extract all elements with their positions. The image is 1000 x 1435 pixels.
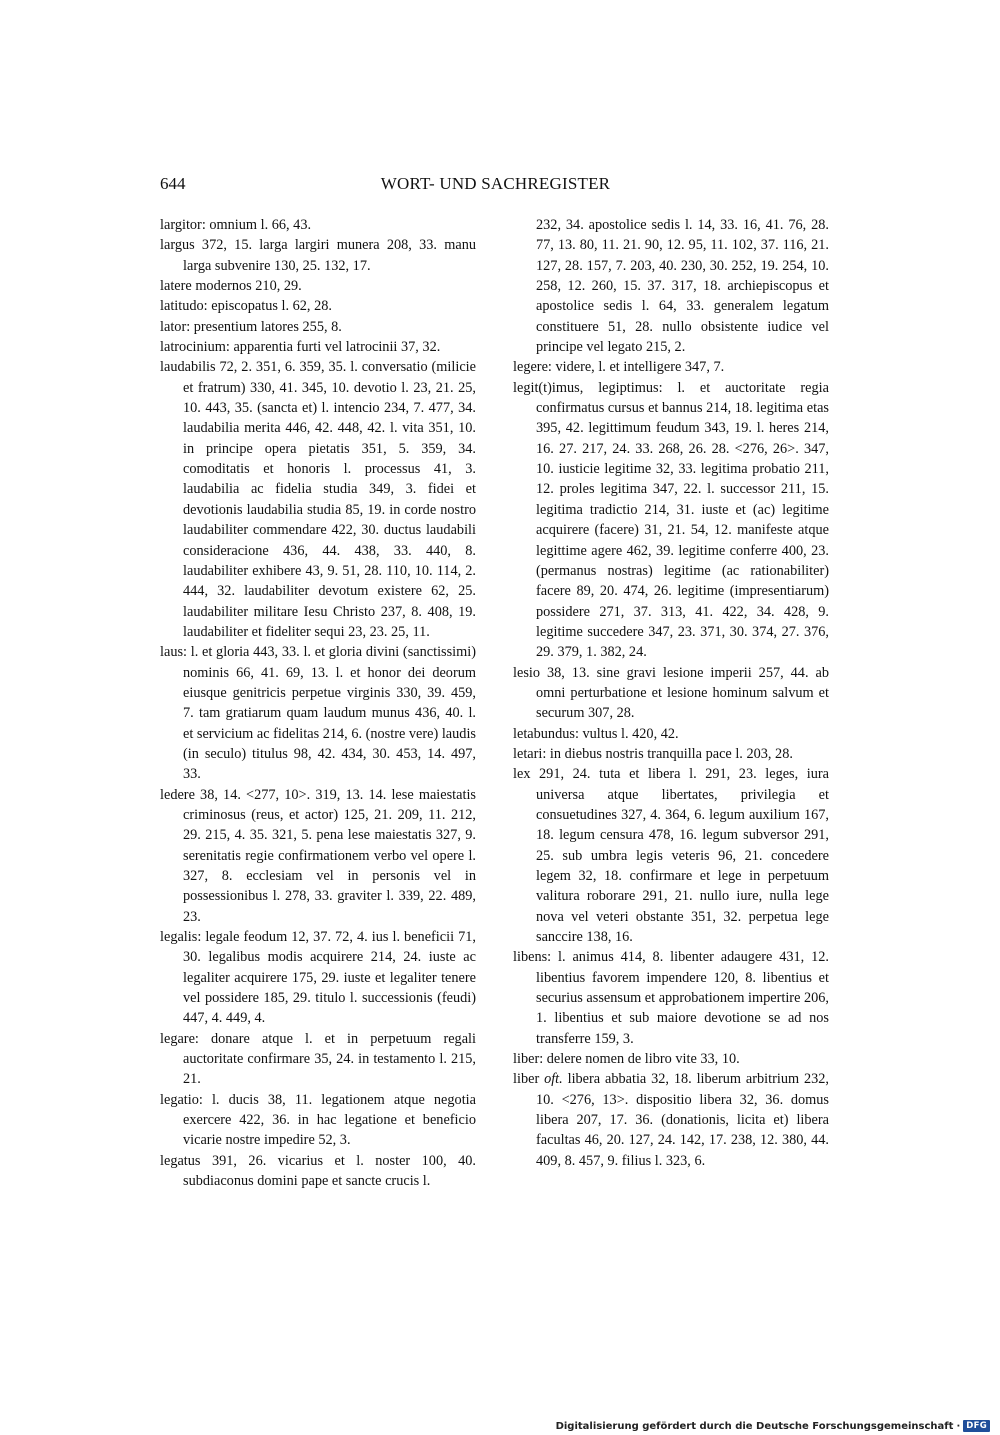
index-entry: liber oft. libera abbatia 32, 18. liberum arbitrium 232, 10. <276, 13>. dispositio libera 32, 36. domus libera 207, 17. 36. (donationis, licita et) libera facultas 46, 20. 127, 24. 142, 17. 238, 12. 380, 44. 409, 8. 457, 9. filius l. 323, 6. bbox=[513, 1071, 829, 1169]
index-entry: legare: donare atque l. et in perpetuum regali auctoritate confirmare 35, 24. in testamento l. 215, 21. bbox=[160, 1030, 476, 1088]
funding-footer bbox=[556, 1418, 990, 1434]
index-entry: latere modernos 210, 29. bbox=[160, 278, 302, 295]
index-entry-continued: 232, 34. apostolice sedis l. 14, 33. 16, 41. 76, 28. 77, 13. 80, 11. 21. 90, 12. 95, 11. 102, 37. 116, 21. 127, 28. 157, 7. 203, 40. 230, 30. 252, 19. 254, 10. 258, 12. 260, 15. 37. 317, 18. archiepiscopus et apostolice sedis l. 64, 33. generalem legatum constituere 51, 28. nullo obsistente iudice vel principe vel legato 215, 2. bbox=[536, 217, 829, 356]
index-entry: legatio: l. ducis 38, 11. legationem atque negotia exercere 422, 36. in hac legatione et beneficio vicarie nostre impedire 52, 3. bbox=[160, 1091, 476, 1149]
index-entry: largus 372, 15. larga largiri munera 208, 33. manu larga subvenire 130, 25. 132, 17. bbox=[160, 237, 476, 274]
dfg-logo-icon: DFG bbox=[963, 1420, 990, 1432]
funding-text: Digitalisierung gefördert durch die Deutsche Forschungsgemeinschaft bbox=[555, 1420, 954, 1432]
abbreviation-oft: oft. bbox=[544, 1071, 563, 1088]
index-entry: lesio 38, 13. sine gravi lesione imperii 257, 44. ab omni perturbatione et lesione hominum salvum et securum 307, 28. bbox=[513, 664, 829, 722]
index-entry: legatus 391, 26. vicarius et l. noster 100, 40. subdiaconus domini pape et sancte crucis l. bbox=[160, 1152, 476, 1190]
index-entry: legalis: legale feodum 12, 37. 72, 4. ius l. beneficii 71, 30. legalibus modis acquirere 214, 24. iuste ac legaliter acquirere 175, 29. iuste et legaliter tenere vel possidere 185, 29. titulo l. successionis (feudi) 447, 4. 449, 4. bbox=[160, 929, 476, 1027]
index-entry: lator: presentium latores 255, 8. bbox=[160, 318, 342, 335]
index-entry: laudabilis 72, 2. 351, 6. 359, 35. l. conversatio (milicie et fratrum) 330, 41. 345, 10. devotio l. 23, 21. 25, 10. 443, 35. (sancta et) l. intencio 234, 7. 477, 34. laudabilia merita 446, 42. 448, 42. l. vita 351, 10. in principe opera pietatis 351, 5. 359, 34. comoditatis et honoris l. processus 41, 3. laudabilia ac fidelia studia 349, 3. fidei et devotionis laudabilia studia 85, 19. in corde nostro laudabiliter commendare 422, 30. ductus laudabili consideracione 436, 44. 438, 33. 440, 8. laudabiliter exhibere 43, 9. 51, 28. 110, 10. 114, 2. 444, 32. laudabiliter devotum existere 62, 25. laudabiliter militare Iesu Christo 237, 8. 408, 19. laudabiliter et fideliter sequi 23, 23. 25, 11. bbox=[160, 359, 476, 640]
index-entry: latitudo: episcopatus l. 62, 28. bbox=[160, 298, 332, 315]
page-title: WORT- UND SACHREGISTER bbox=[380, 174, 611, 193]
index-column-left bbox=[160, 215, 476, 1192]
index-entry: laus: l. et gloria 443, 33. l. et gloria divini (sanctissimi) nominis 66, 41. 69, 13. l. et honor dei deorum eiusque genitricis perpetue virginis 330, 39. 459, 7. tam gratiarum quam laudum munus 436, 40. l. et servicium ac fidelitas 214, 6. (nostre vere) laudis (in seculo) titulus 98, 42. 434, 30. 453, 14. 497, 33. bbox=[160, 644, 476, 783]
separator-dot: · bbox=[956, 1420, 961, 1432]
running-header bbox=[160, 174, 831, 198]
index-entry: libens: l. animus 414, 8. libenter adaugere 431, 12. libentius favorem impendere 120, 8. libentius et securius assensum et approbationem impertire 206, 1. libentius et sub maiore devotione se ad nos transferre 159, 3. bbox=[513, 949, 830, 1047]
index-column-right bbox=[513, 215, 829, 1171]
index-entry: ledere 38, 14. <277, 10>. 319, 13. 14. lese maiestatis criminosus (reus, et actor) 125, 21. 209, 11. 212, 29. 215, 4. 35. 321, 5. pena lese maiestatis 327, 9. serenitatis regie confirmationem verbo vel opere l. 327, 8. ecclesiam vel in personis vel in possessionibus l. 278, 33. graviter l. 339, 22. 489, 23. bbox=[160, 786, 476, 925]
index-entry: letari: in diebus nostris tranquilla pace l. 203, 28. bbox=[513, 745, 793, 762]
index-entry: latrocinium: apparentia furti vel latrocinii 37, 32. bbox=[160, 339, 441, 356]
index-entry: letabundus: vultus l. 420, 42. bbox=[513, 725, 679, 742]
index-entry: liber: delere nomen de libro vite 33, 10. bbox=[513, 1051, 740, 1068]
index-entry: legere: videre, l. et intelligere 347, 7. bbox=[513, 359, 725, 376]
index-entry: lex 291, 24. tuta et libera l. 291, 23. leges, iura universa atque libertates, privilegia et consuetudines 327, 4. 364, 6. legum auxilium 167, 18. legum censura 478, 16. legum subversor 291, 25. sub umbra legis veteris 96, 21. concedere legem 32, 18. confirmare et lege in perpetuum valitura roborare 291, 21. nullo iure, nulla lege nova vel veteri obstante 351, 32. perpetua lege sanccire 138, 16. bbox=[513, 766, 829, 946]
index-entry: legit(t)imus, legiptimus: l. et auctoritate regia confirmatus cursus et bannus 214, 18. legitima etas 395, 42. legittimum feudum 343, 19. l. heres 214, 16. 27. 217, 24. 33. 268, 26. 28. <276, 26>. 347, 10. iusticie legitime 32, 33. legitima probatio 211, 12. proles legitima 347, 22. l. successor 211, 15. legitima tradictio 214, 31. iuste et (ac) legitime acquirere (facere) 31, 21. 54, 12. manifeste atque legittime agere 462, 39. legitime conferre 400, 23. (permanus nostras) legitime (ac rationabiliter) facere 89, 20. 474, 26. legitime (impresentiarum) possidere 271, 37. 313, 41. 422, 34. 428, 9. legitime succedere 347, 23. 371, 30. 374, 27. 376, 29. 379, 1. 382, 24. bbox=[513, 379, 829, 661]
index-entry: largitor: omnium l. 66, 43. bbox=[160, 217, 312, 233]
page-number: 644 bbox=[160, 174, 186, 193]
